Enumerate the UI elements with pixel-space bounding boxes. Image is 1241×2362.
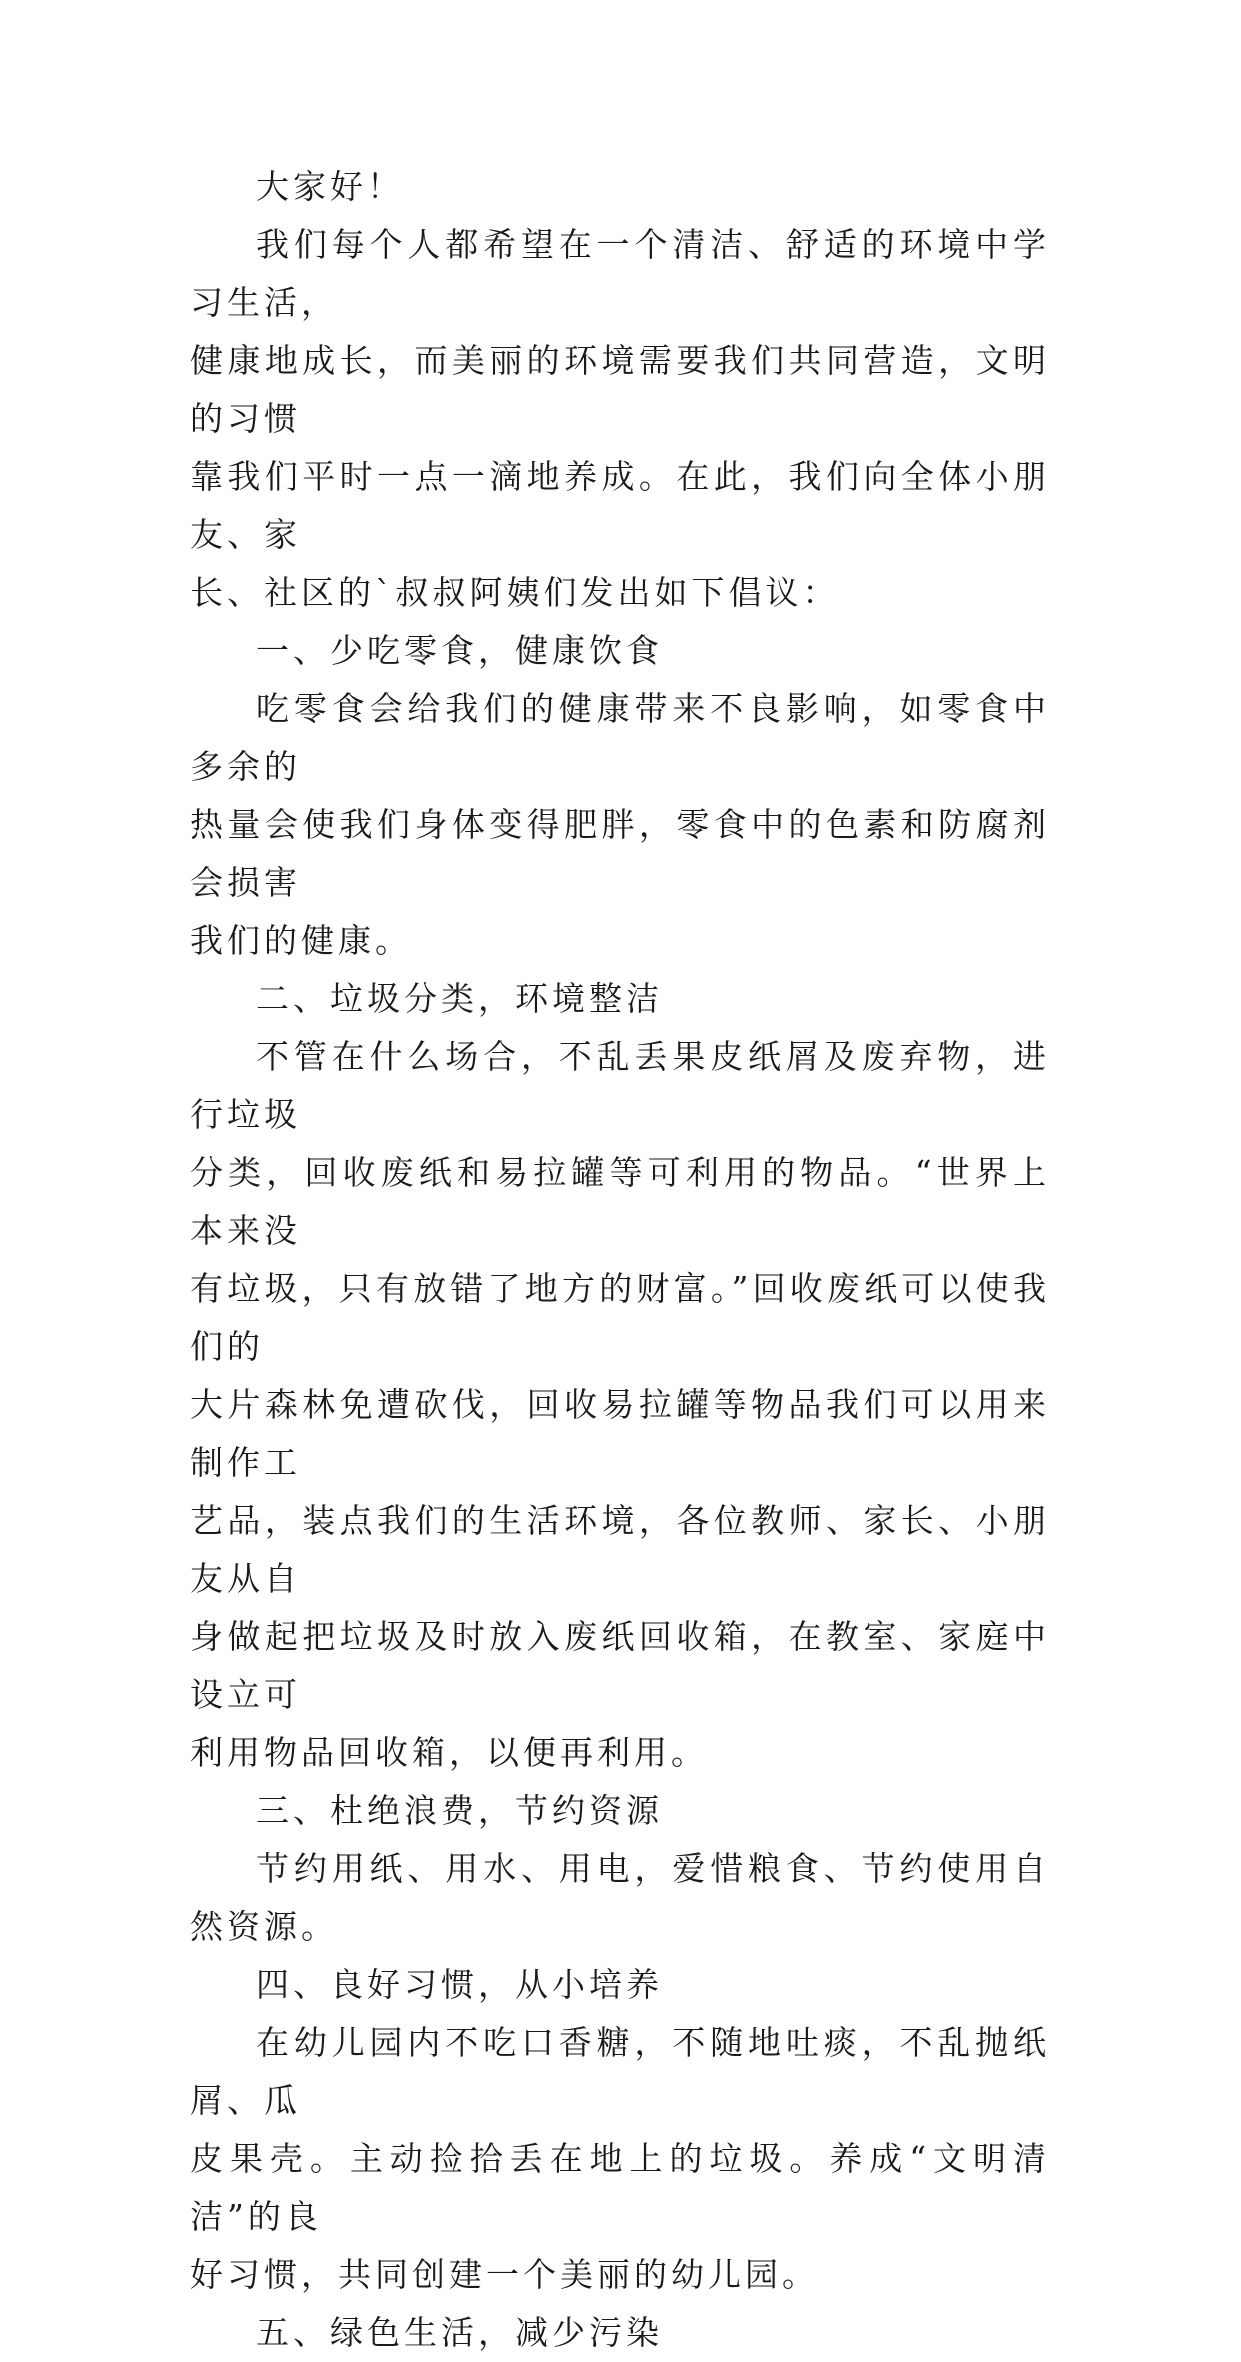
- text-line: 有垃圾，只有放错了地方的财富。”回收废纸可以使我们的: [190, 1269, 1050, 1366]
- heading-text: 四、良好习惯，从小培养: [256, 1965, 663, 2004]
- section-body-1: [190, 680, 1050, 970]
- text-line: 利用物品回收箱，以便再利用。: [190, 1733, 708, 1772]
- text-line: 吃零食会给我们的健康带来不良影响，如零食中多余的: [190, 689, 1050, 786]
- section-body-2: [190, 1028, 1050, 1782]
- heading-text: 二、垃圾分类，环境整洁: [256, 979, 663, 1018]
- text-line: 靠我们平时一点一滴地养成。在此，我们向全体小朋友、家: [190, 457, 1050, 554]
- section-heading-5: [190, 2304, 1050, 2362]
- text-line: 分类，回收废纸和易拉罐等可利用的物品。“世界上本来没: [190, 1153, 1050, 1250]
- text-line: 不管在什么场合，不乱丢果皮纸屑及废弃物，进行垃圾: [190, 1037, 1050, 1134]
- text-line: 身做起把垃圾及时放入废纸回收箱，在教室、家庭中设立可: [190, 1617, 1050, 1714]
- section-heading-2: [190, 970, 1050, 1028]
- text-line: 健康地成长，而美丽的环境需要我们共同营造，文明的习惯: [190, 341, 1050, 438]
- text-line: 大家好！: [256, 167, 404, 206]
- text-line: 好习惯，共同创建一个美丽的幼儿园。: [190, 2255, 819, 2294]
- text-line: 节约用纸、用水、用电，爱惜粮食、节约使用自然资源。: [190, 1849, 1050, 1946]
- text-line: 热量会使我们身体变得肥胖，零食中的色素和防腐剂会损害: [190, 805, 1050, 902]
- section-heading-3: [190, 1782, 1050, 1840]
- text-line: 长、社区的`叔叔阿姨们发出如下倡议：: [190, 573, 840, 612]
- section-heading-4: [190, 1956, 1050, 2014]
- text-line: 我们每个人都希望在一个清洁、舒适的环境中学习生活，: [190, 225, 1050, 322]
- greeting-paragraph: [190, 158, 1050, 216]
- section-body-3: [190, 1840, 1050, 1956]
- text-line: 大片森林免遭砍伐，回收易拉罐等物品我们可以用来制作工: [190, 1385, 1050, 1482]
- text-line: 在幼儿园内不吃口香糖，不随地吐痰，不乱抛纸屑、瓜: [190, 2023, 1050, 2120]
- heading-text: 三、杜绝浪费，节约资源: [256, 1791, 663, 1830]
- document-body: [190, 158, 1050, 2362]
- heading-text: 五、绿色生活，减少污染: [256, 2313, 663, 2352]
- text-line: 皮果壳。主动捡拾丢在地上的垃圾。养成“文明清洁”的良: [190, 2139, 1050, 2236]
- text-line: 艺品，装点我们的生活环境，各位教师、家长、小朋友从自: [190, 1501, 1050, 1598]
- intro-paragraph: [190, 216, 1050, 622]
- section-heading-1: [190, 622, 1050, 680]
- text-line: 我们的健康。: [190, 921, 412, 960]
- heading-text: 一、少吃零食，健康饮食: [256, 631, 663, 670]
- section-body-4: [190, 2014, 1050, 2304]
